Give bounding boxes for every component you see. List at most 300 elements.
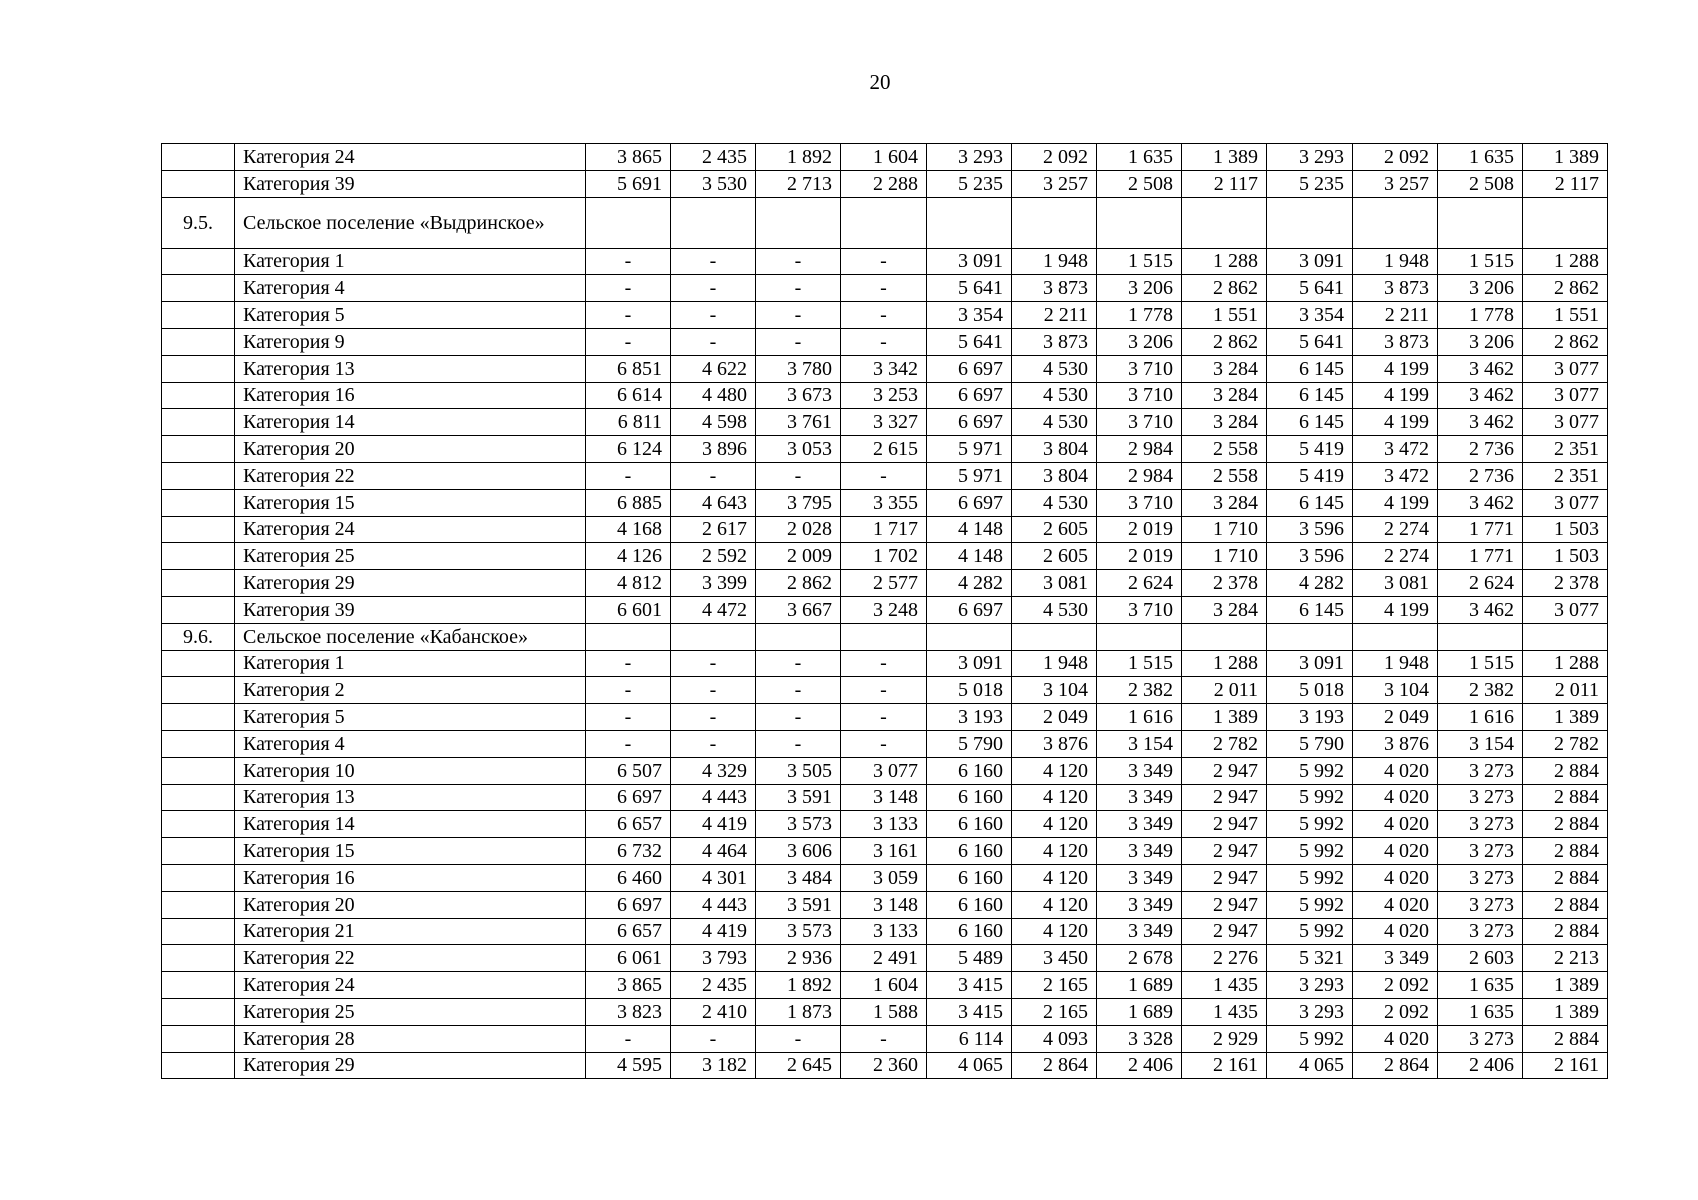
value-cell: 2 862 <box>1182 275 1267 302</box>
value-cell: 2 165 <box>1012 998 1097 1025</box>
value-cell: - <box>841 1025 927 1052</box>
value-cell: 3 273 <box>1438 918 1523 945</box>
value-cell: 3 091 <box>1267 248 1353 275</box>
value-cell: 3 354 <box>927 302 1012 329</box>
value-cell: 4 464 <box>671 838 756 865</box>
value-cell: - <box>586 462 671 489</box>
value-cell: 4 598 <box>671 409 756 436</box>
row-number <box>162 328 235 355</box>
row-number <box>162 730 235 757</box>
value-cell: 1 771 <box>1438 543 1523 570</box>
value-cell: 2 382 <box>1438 677 1523 704</box>
value-cell <box>1353 623 1438 650</box>
value-cell: 1 288 <box>1182 248 1267 275</box>
value-cell: 2 092 <box>1012 144 1097 171</box>
value-cell: - <box>586 677 671 704</box>
value-cell <box>927 197 1012 248</box>
value-cell: 5 018 <box>927 677 1012 704</box>
value-cell: - <box>756 1025 841 1052</box>
value-cell: 3 161 <box>841 838 927 865</box>
value-cell: - <box>586 248 671 275</box>
value-cell <box>1438 623 1523 650</box>
value-cell: 5 419 <box>1267 436 1353 463</box>
value-cell: 1 389 <box>1523 144 1608 171</box>
category-name: Категория 5 <box>235 704 586 731</box>
value-cell: 3 248 <box>841 596 927 623</box>
category-name: Категория 14 <box>235 811 586 838</box>
row-number <box>162 864 235 891</box>
value-cell <box>1267 197 1353 248</box>
value-cell: 2 615 <box>841 436 927 463</box>
category-name: Категория 13 <box>235 355 586 382</box>
value-cell: 1 873 <box>756 998 841 1025</box>
value-cell <box>927 623 1012 650</box>
value-cell: 2 936 <box>756 945 841 972</box>
value-cell: 3 573 <box>756 811 841 838</box>
value-cell: 3 415 <box>927 998 1012 1025</box>
category-name: Категория 39 <box>235 170 586 197</box>
value-cell: 3 349 <box>1097 838 1182 865</box>
value-cell: 5 992 <box>1267 891 1353 918</box>
value-cell: 3 591 <box>756 784 841 811</box>
value-cell: 3 450 <box>1012 945 1097 972</box>
value-cell: 2 092 <box>1353 998 1438 1025</box>
value-cell: 2 884 <box>1523 891 1608 918</box>
value-cell: 6 697 <box>927 355 1012 382</box>
category-name: Категория 22 <box>235 462 586 489</box>
row-number <box>162 516 235 543</box>
value-cell: 3 710 <box>1097 382 1182 409</box>
value-cell: 1 710 <box>1182 543 1267 570</box>
value-cell: - <box>671 650 756 677</box>
value-cell: 6 697 <box>927 489 1012 516</box>
value-cell: 1 892 <box>756 144 841 171</box>
table-row <box>162 596 1608 623</box>
value-cell: 6 160 <box>927 757 1012 784</box>
category-name: Категория 16 <box>235 382 586 409</box>
value-cell: 3 354 <box>1267 302 1353 329</box>
value-cell: 2 558 <box>1182 462 1267 489</box>
value-cell: 1 288 <box>1523 248 1608 275</box>
value-cell <box>671 197 756 248</box>
value-cell: 4 595 <box>586 1052 671 1079</box>
value-cell: 4 530 <box>1012 596 1097 623</box>
value-cell: 4 643 <box>671 489 756 516</box>
value-cell: 3 349 <box>1097 918 1182 945</box>
value-cell: 6 811 <box>586 409 671 436</box>
value-cell: 2 678 <box>1097 945 1182 972</box>
value-cell: 2 117 <box>1523 170 1608 197</box>
value-cell: 1 551 <box>1182 302 1267 329</box>
value-cell: 3 342 <box>841 355 927 382</box>
value-cell: 1 689 <box>1097 972 1182 999</box>
value-cell: 1 604 <box>841 972 927 999</box>
value-cell: - <box>586 275 671 302</box>
value-cell: 3 104 <box>1353 677 1438 704</box>
value-cell: 6 697 <box>586 891 671 918</box>
value-cell: 3 284 <box>1182 489 1267 516</box>
value-cell: 2 213 <box>1523 945 1608 972</box>
value-cell: 4 065 <box>1267 1052 1353 1079</box>
value-cell: 5 691 <box>586 170 671 197</box>
value-cell: - <box>756 275 841 302</box>
value-cell: 3 206 <box>1097 328 1182 355</box>
value-cell: 5 489 <box>927 945 1012 972</box>
value-cell: 3 673 <box>756 382 841 409</box>
value-cell: 2 884 <box>1523 811 1608 838</box>
value-cell: 2 019 <box>1097 516 1182 543</box>
value-cell: 2 884 <box>1523 864 1608 891</box>
row-number <box>162 1052 235 1079</box>
value-cell: 1 435 <box>1182 972 1267 999</box>
value-cell: 4 443 <box>671 784 756 811</box>
value-cell: 4 199 <box>1353 382 1438 409</box>
value-cell: - <box>841 302 927 329</box>
value-cell: 2 435 <box>671 144 756 171</box>
value-cell: 2 378 <box>1182 570 1267 597</box>
table-row <box>162 891 1608 918</box>
table-row <box>162 998 1608 1025</box>
value-cell: 2 862 <box>1182 328 1267 355</box>
value-cell: 3 349 <box>1353 945 1438 972</box>
value-cell: 3 873 <box>1012 275 1097 302</box>
value-cell <box>1523 197 1608 248</box>
value-cell: - <box>671 1025 756 1052</box>
category-name: Категория 25 <box>235 543 586 570</box>
value-cell: 2 884 <box>1523 757 1608 784</box>
value-cell: 3 823 <box>586 998 671 1025</box>
value-cell: 3 710 <box>1097 596 1182 623</box>
value-cell: - <box>841 677 927 704</box>
value-cell: - <box>756 730 841 757</box>
value-cell: 3 257 <box>1353 170 1438 197</box>
value-cell: 2 011 <box>1523 677 1608 704</box>
value-cell: - <box>586 730 671 757</box>
value-cell: 1 515 <box>1097 650 1182 677</box>
value-cell: - <box>586 302 671 329</box>
section-row <box>162 623 1608 650</box>
value-cell: 2 435 <box>671 972 756 999</box>
value-cell: 3 077 <box>1523 382 1608 409</box>
value-cell: 2 947 <box>1182 838 1267 865</box>
value-cell: 3 077 <box>841 757 927 784</box>
value-cell: - <box>671 462 756 489</box>
value-cell: 2 884 <box>1523 838 1608 865</box>
value-cell: 1 778 <box>1438 302 1523 329</box>
value-cell: 3 327 <box>841 409 927 436</box>
value-cell: 2 351 <box>1523 462 1608 489</box>
category-name: Категория 1 <box>235 650 586 677</box>
value-cell: 3 253 <box>841 382 927 409</box>
value-cell: 3 193 <box>1267 704 1353 731</box>
row-number <box>162 677 235 704</box>
value-cell: 1 771 <box>1438 516 1523 543</box>
value-cell: 4 199 <box>1353 596 1438 623</box>
value-cell: 4 020 <box>1353 784 1438 811</box>
value-cell: 6 697 <box>927 596 1012 623</box>
value-cell: 2 947 <box>1182 864 1267 891</box>
row-number <box>162 918 235 945</box>
value-cell: 3 273 <box>1438 784 1523 811</box>
value-cell <box>1267 623 1353 650</box>
table-row <box>162 516 1608 543</box>
value-cell: 2 947 <box>1182 811 1267 838</box>
section-row <box>162 197 1608 248</box>
value-cell: 2 274 <box>1353 516 1438 543</box>
table-row <box>162 436 1608 463</box>
value-cell: 2 092 <box>1353 972 1438 999</box>
row-number <box>162 355 235 382</box>
value-cell: 2 929 <box>1182 1025 1267 1052</box>
row-number: 9.5. <box>162 197 235 248</box>
value-cell: 3 193 <box>927 704 1012 731</box>
row-number <box>162 998 235 1025</box>
value-cell: 2 984 <box>1097 436 1182 463</box>
value-cell: 2 009 <box>756 543 841 570</box>
row-number <box>162 462 235 489</box>
value-cell: 2 049 <box>1353 704 1438 731</box>
value-cell: - <box>756 328 841 355</box>
row-number <box>162 170 235 197</box>
table-row <box>162 489 1608 516</box>
row-number <box>162 382 235 409</box>
value-cell: 2 019 <box>1097 543 1182 570</box>
value-cell: 5 321 <box>1267 945 1353 972</box>
value-cell: 2 382 <box>1097 677 1182 704</box>
value-cell: 4 199 <box>1353 355 1438 382</box>
value-cell: 3 293 <box>1267 144 1353 171</box>
value-cell: 2 984 <box>1097 462 1182 489</box>
table-row <box>162 462 1608 489</box>
value-cell: 3 596 <box>1267 543 1353 570</box>
value-cell: 2 624 <box>1097 570 1182 597</box>
value-cell: 1 948 <box>1353 650 1438 677</box>
value-cell: 1 635 <box>1438 144 1523 171</box>
value-cell: 3 053 <box>756 436 841 463</box>
category-name: Категория 24 <box>235 972 586 999</box>
value-cell: 2 288 <box>841 170 927 197</box>
value-cell: 2 406 <box>1097 1052 1182 1079</box>
value-cell: 2 360 <box>841 1052 927 1079</box>
tariff-table <box>161 143 1608 1079</box>
value-cell: 3 896 <box>671 436 756 463</box>
value-cell: 3 530 <box>671 170 756 197</box>
value-cell: 4 020 <box>1353 918 1438 945</box>
category-name: Категория 20 <box>235 891 586 918</box>
value-cell: 4 812 <box>586 570 671 597</box>
value-cell: 1 389 <box>1523 704 1608 731</box>
value-cell: 2 782 <box>1523 730 1608 757</box>
value-cell: 6 460 <box>586 864 671 891</box>
value-cell: - <box>756 462 841 489</box>
row-number: 9.6. <box>162 623 235 650</box>
row-number <box>162 784 235 811</box>
row-number <box>162 811 235 838</box>
value-cell: 3 284 <box>1182 596 1267 623</box>
value-cell: 3 462 <box>1438 382 1523 409</box>
value-cell: 2 864 <box>1353 1052 1438 1079</box>
value-cell: 1 551 <box>1523 302 1608 329</box>
value-cell: 2 577 <box>841 570 927 597</box>
value-cell: 4 530 <box>1012 355 1097 382</box>
value-cell <box>841 623 927 650</box>
value-cell: 2 713 <box>756 170 841 197</box>
row-number <box>162 302 235 329</box>
value-cell <box>1012 197 1097 248</box>
value-cell: 5 790 <box>1267 730 1353 757</box>
value-cell: - <box>671 248 756 275</box>
value-cell: 4 282 <box>927 570 1012 597</box>
value-cell: 3 780 <box>756 355 841 382</box>
value-cell: 2 605 <box>1012 543 1097 570</box>
value-cell: 2 508 <box>1438 170 1523 197</box>
value-cell: 3 077 <box>1523 355 1608 382</box>
value-cell: 2 947 <box>1182 918 1267 945</box>
value-cell: 2 092 <box>1353 144 1438 171</box>
value-cell: - <box>841 248 927 275</box>
row-number <box>162 248 235 275</box>
value-cell: 6 145 <box>1267 409 1353 436</box>
value-cell: 4 148 <box>927 516 1012 543</box>
value-cell: 2 592 <box>671 543 756 570</box>
value-cell: 3 573 <box>756 918 841 945</box>
value-cell: 1 710 <box>1182 516 1267 543</box>
category-name: Категория 9 <box>235 328 586 355</box>
value-cell: - <box>586 704 671 731</box>
value-cell: 4 120 <box>1012 811 1097 838</box>
value-cell: - <box>841 650 927 677</box>
value-cell: 1 702 <box>841 543 927 570</box>
value-cell: 5 641 <box>927 328 1012 355</box>
table-row <box>162 838 1608 865</box>
value-cell: - <box>841 704 927 731</box>
value-cell: 5 992 <box>1267 757 1353 784</box>
value-cell: 4 472 <box>671 596 756 623</box>
value-cell: 1 515 <box>1438 248 1523 275</box>
value-cell: 1 389 <box>1523 998 1608 1025</box>
value-cell: 4 020 <box>1353 838 1438 865</box>
value-cell <box>586 623 671 650</box>
value-cell: - <box>841 462 927 489</box>
value-cell: 3 293 <box>1267 998 1353 1025</box>
value-cell: 1 616 <box>1438 704 1523 731</box>
value-cell: 3 091 <box>1267 650 1353 677</box>
row-number <box>162 275 235 302</box>
value-cell: 3 462 <box>1438 409 1523 436</box>
category-name: Категория 29 <box>235 570 586 597</box>
value-cell <box>1012 623 1097 650</box>
value-cell: 3 154 <box>1097 730 1182 757</box>
table-row <box>162 704 1608 731</box>
value-cell: 2 782 <box>1182 730 1267 757</box>
value-cell: 3 349 <box>1097 891 1182 918</box>
value-cell: 3 795 <box>756 489 841 516</box>
value-cell: 4 020 <box>1353 891 1438 918</box>
value-cell: 6 160 <box>927 784 1012 811</box>
value-cell: 4 301 <box>671 864 756 891</box>
value-cell: - <box>671 677 756 704</box>
value-cell <box>1438 197 1523 248</box>
value-cell: 2 603 <box>1438 945 1523 972</box>
value-cell: 3 273 <box>1438 864 1523 891</box>
value-cell: 3 091 <box>927 650 1012 677</box>
value-cell: 2 624 <box>1438 570 1523 597</box>
value-cell: 2 884 <box>1523 784 1608 811</box>
value-cell: 1 948 <box>1353 248 1438 275</box>
value-cell: 3 148 <box>841 784 927 811</box>
value-cell: 3 077 <box>1523 409 1608 436</box>
value-cell <box>1182 197 1267 248</box>
value-cell: 4 148 <box>927 543 1012 570</box>
value-cell: 6 697 <box>586 784 671 811</box>
value-cell: 6 851 <box>586 355 671 382</box>
value-cell: 4 443 <box>671 891 756 918</box>
category-name: Категория 1 <box>235 248 586 275</box>
value-cell: 3 804 <box>1012 436 1097 463</box>
value-cell: 4 530 <box>1012 409 1097 436</box>
value-cell: 6 507 <box>586 757 671 784</box>
value-cell: - <box>586 328 671 355</box>
value-cell: 3 876 <box>1353 730 1438 757</box>
row-number <box>162 1025 235 1052</box>
value-cell: - <box>756 650 841 677</box>
value-cell: 3 793 <box>671 945 756 972</box>
table-row <box>162 248 1608 275</box>
category-name: Категория 15 <box>235 838 586 865</box>
value-cell: 1 635 <box>1438 972 1523 999</box>
table-row <box>162 650 1608 677</box>
category-name: Категория 15 <box>235 489 586 516</box>
table-row <box>162 972 1608 999</box>
value-cell: 4 419 <box>671 918 756 945</box>
table-row <box>162 784 1608 811</box>
category-name: Категория 2 <box>235 677 586 704</box>
value-cell: 3 462 <box>1438 355 1523 382</box>
value-cell: 6 160 <box>927 864 1012 891</box>
value-cell: 4 120 <box>1012 864 1097 891</box>
value-cell: 4 126 <box>586 543 671 570</box>
value-cell: 3 206 <box>1097 275 1182 302</box>
value-cell: 2 211 <box>1353 302 1438 329</box>
row-number <box>162 436 235 463</box>
value-cell: - <box>756 704 841 731</box>
value-cell: 2 947 <box>1182 784 1267 811</box>
value-cell: 2 862 <box>1523 275 1608 302</box>
value-cell: 3 206 <box>1438 275 1523 302</box>
category-name: Категория 16 <box>235 864 586 891</box>
value-cell: 3 472 <box>1353 462 1438 489</box>
value-cell: 2 491 <box>841 945 927 972</box>
category-name: Категория 5 <box>235 302 586 329</box>
value-cell: 2 617 <box>671 516 756 543</box>
value-cell: - <box>586 1025 671 1052</box>
value-cell: 3 873 <box>1353 275 1438 302</box>
category-name: Категория 22 <box>235 945 586 972</box>
table-row <box>162 144 1608 171</box>
value-cell: 3 399 <box>671 570 756 597</box>
value-cell: 1 288 <box>1182 650 1267 677</box>
value-cell: - <box>671 275 756 302</box>
value-cell: 6 657 <box>586 918 671 945</box>
value-cell: 6 732 <box>586 838 671 865</box>
category-name: Категория 14 <box>235 409 586 436</box>
category-name: Категория 24 <box>235 516 586 543</box>
category-name: Категория 29 <box>235 1052 586 1079</box>
value-cell: - <box>841 275 927 302</box>
value-cell: 2 947 <box>1182 891 1267 918</box>
value-cell <box>671 623 756 650</box>
value-cell: 3 472 <box>1353 436 1438 463</box>
